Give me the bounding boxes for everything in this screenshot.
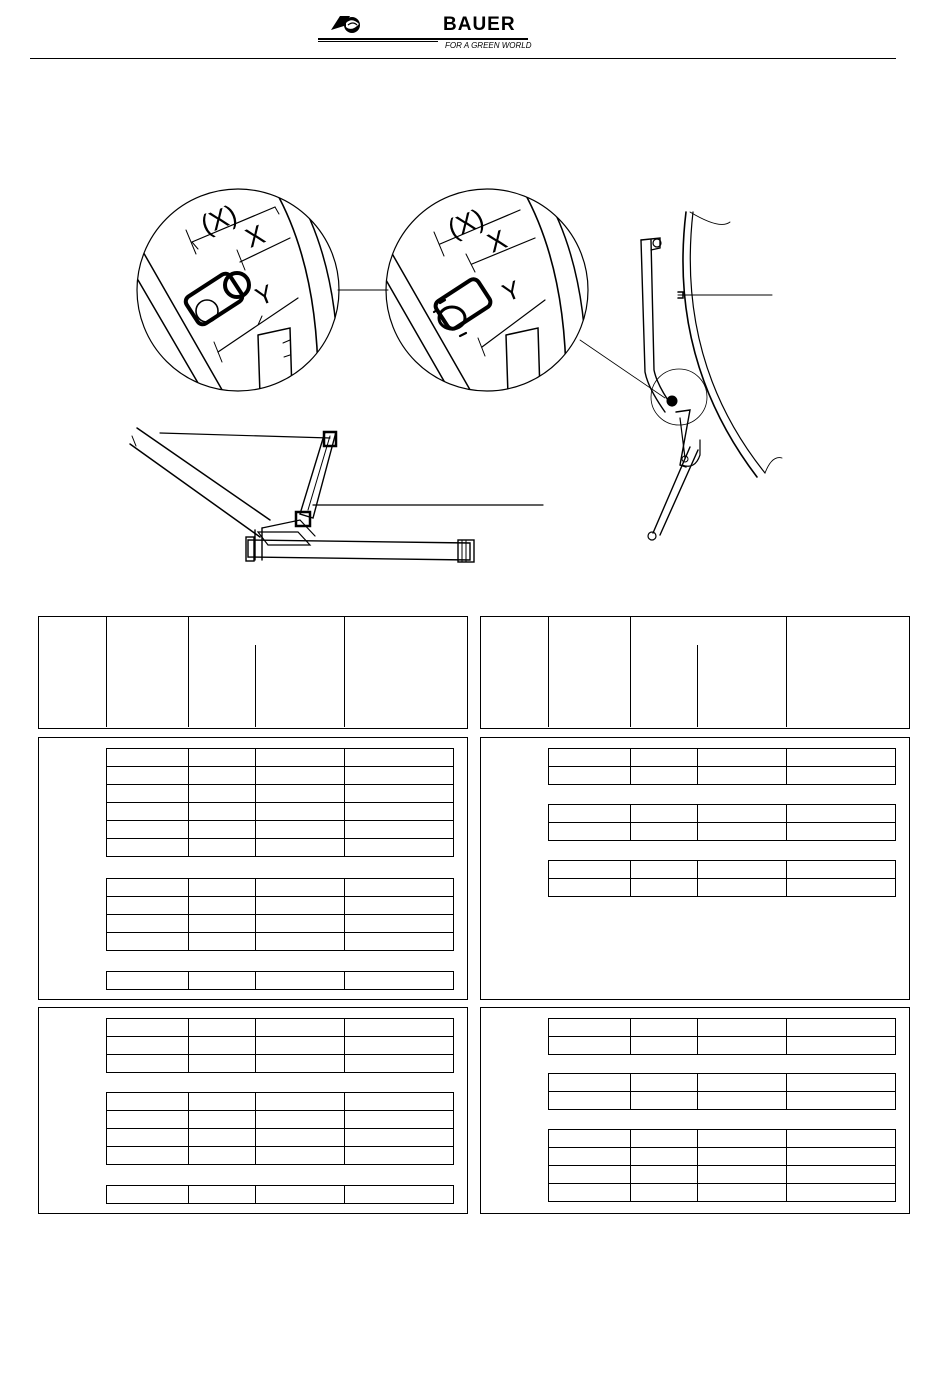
table-row [549, 861, 896, 879]
table-group [106, 971, 454, 990]
side-view-drawing [641, 212, 782, 540]
table-header-panel-left [38, 616, 468, 729]
table-group [106, 1018, 454, 1073]
table-row [107, 1055, 454, 1073]
table-group [548, 860, 896, 897]
table-panel-bottom-right [480, 1007, 910, 1214]
bauer-logo-icon [328, 12, 368, 38]
table-row [107, 1186, 454, 1204]
table-row [107, 897, 454, 915]
table-group [548, 804, 896, 841]
detail-left-label-y: Y [251, 279, 278, 312]
table-row [107, 1037, 454, 1055]
table-header-panel-right [480, 616, 910, 729]
table-row [107, 1147, 454, 1165]
detail-right-label-x-paren: (X) [443, 202, 489, 245]
table-row [549, 805, 896, 823]
table-group [548, 1018, 896, 1055]
table-row [549, 1184, 896, 1202]
table-group [106, 1092, 454, 1165]
table-row [107, 839, 454, 857]
table-row [107, 972, 454, 990]
table-group [106, 1185, 454, 1204]
logo-underline-thin [318, 41, 438, 42]
table-row [107, 1129, 454, 1147]
table-panel-bottom-left [38, 1007, 468, 1214]
column-divider [548, 617, 549, 727]
table-group [548, 748, 896, 785]
table-row [107, 1019, 454, 1037]
table-panel-top-left [38, 737, 468, 1000]
table-row [107, 803, 454, 821]
table-group [548, 1073, 896, 1110]
table-group [106, 878, 454, 951]
table-row [107, 933, 454, 951]
table-row [107, 1093, 454, 1111]
table-row [549, 1074, 896, 1092]
logo-underline [318, 38, 528, 40]
column-divider [786, 617, 787, 727]
table-row [107, 749, 454, 767]
detail-right-label-y: Y [498, 275, 525, 308]
table-group [106, 748, 454, 857]
table-row [107, 1111, 454, 1129]
brand-tagline: FOR A GREEN WORLD [445, 41, 532, 50]
detail-circle-left [137, 185, 339, 395]
table-row [107, 767, 454, 785]
table-row [549, 1092, 896, 1110]
table-row [107, 785, 454, 803]
table-row [549, 1130, 896, 1148]
table-row [549, 1019, 896, 1037]
column-divider [344, 617, 345, 727]
table-row [549, 767, 896, 785]
table-row [549, 749, 896, 767]
column-divider [106, 617, 107, 727]
table-row [107, 821, 454, 839]
column-divider [697, 645, 698, 727]
table-panel-top-right [480, 737, 910, 1000]
detail-right-label-x: X [483, 224, 512, 259]
column-divider [630, 617, 631, 727]
table-row [549, 1148, 896, 1166]
column-divider [188, 617, 189, 727]
table-group [548, 1129, 896, 1202]
table-row [549, 1037, 896, 1055]
column-divider [255, 645, 256, 727]
page-header [0, 0, 950, 62]
technical-drawing [0, 60, 950, 610]
detail-left-label-x-paren: (X) [196, 198, 242, 241]
table-row [549, 879, 896, 897]
table-row [549, 823, 896, 841]
header-divider [30, 58, 896, 59]
table-row [107, 915, 454, 933]
table-row [549, 1166, 896, 1184]
table-row [107, 879, 454, 897]
detail-left-label-x: X [241, 219, 270, 254]
detail-circle-right [386, 185, 588, 395]
brand-name: BAUER [443, 14, 516, 35]
front-view-drawing [130, 428, 543, 562]
